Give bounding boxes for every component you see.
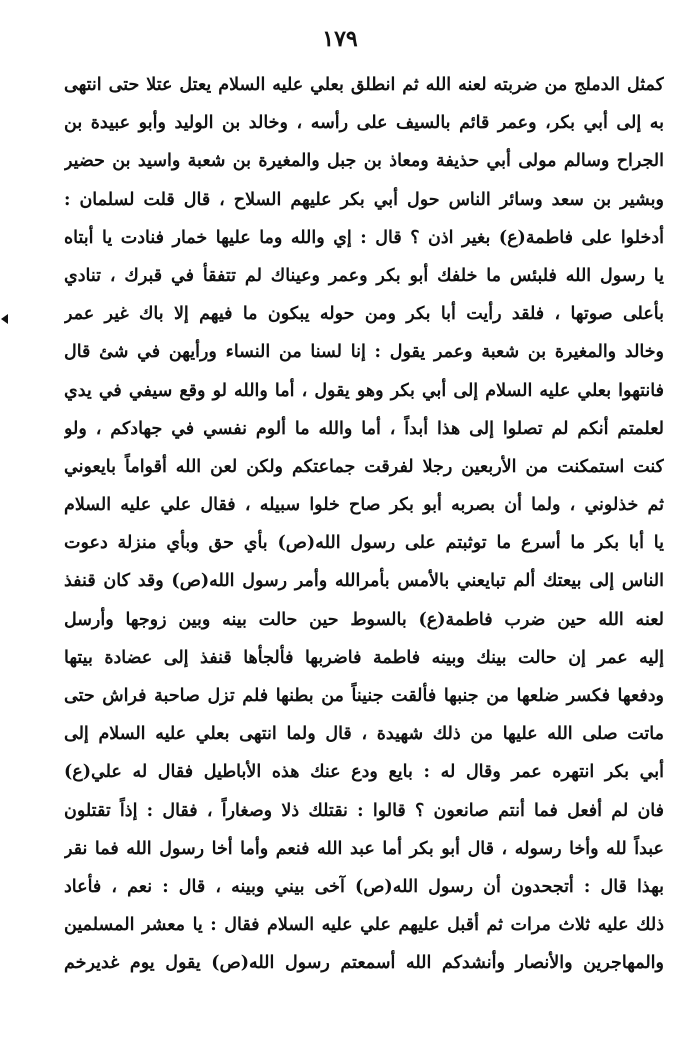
text-line: وبشير بن سعد وسائر الناس حول أبي بكر عليهم السلاح ، قال قلت لسلمان :	[64, 189, 664, 210]
text-line: ثم خذلوني ، ولما أن بصربه أبو بكر صاح خلوا سبيله ، فقال علي عليه السلام	[64, 495, 664, 516]
text-line: أبي بكر انتهره عمر وقال له : بايع ودع عنك هذه الأباطيل فقال له علي(ع)	[64, 762, 664, 783]
text-line: فانتهوا بعلي عليه السلام إلى أبي بكر وهو يقول ، أما والله لو وقع سيفي في يدي	[64, 380, 664, 401]
margin-mark	[1, 314, 8, 324]
text-line: به إلى أبي بكر، وعمر قائم بالسيف على رأسه ، وخالد بن الوليد وأبو عبيدة بن	[64, 113, 664, 134]
text-line: عبداً لله وأخا رسوله ، قال أبو بكر أما عبد الله فنعم وأما أخا رسول الله فما نقر	[64, 838, 664, 859]
text-line: يا أبا بكر ما أسرع ما توثبتم على رسول الله(ص) بأي حق وبأي منزلة دعوت	[64, 533, 664, 554]
text-line: لعلمتم أنكم لم تصلوا إلى هذا أبداً ، أما والله ما ألوم نفسي في جهادكم ، ولو	[64, 418, 664, 439]
page-number: ١٧٩	[322, 26, 358, 52]
text-line: يا رسول الله فلبئس ما خلفك أبو بكر وعمر وعيناك لم تتفقأ في قبرك ، تنادي	[64, 265, 664, 286]
text-line: بأعلى صوتها ، فلقد رأيت أبا بكر ومن حوله يبكون ما فيهم إلا باك غير عمر	[64, 304, 664, 325]
text-line: أدخلوا على فاطمة(ع) بغير اذن ؟ قال : إي والله وما عليها خمار فنادت يا أبتاه	[64, 227, 664, 248]
text-line: بهذا قال : أتجحدون أن رسول الله(ص) آخى بيني وبينه ، قال : نعم ، فأعاد	[64, 876, 664, 897]
text-line: وخالد والمغيرة بن شعبة وعمر يقول : إنا لسنا من النساء ورأيهن في شئ قال	[64, 342, 664, 363]
text-line: كنت استمكنت من الأربعين رجلا لفرقت جماعتكم ولكن لعن الله أقواماً بايعوني	[64, 456, 664, 477]
text-line: فان لم أفعل فما أنتم صانعون ؟ قالوا : نقتلك ذلا وصغاراً ، فقال : إذاً تقتلون	[64, 800, 664, 821]
text-line: لعنه الله حين ضرب فاطمة(ع) بالسوط حين حالت بينه وبين زوجها وأرسل	[64, 609, 664, 630]
text-line: كمثل الدملج من ضربته لعنه الله ثم انطلق بعلي عليه السلام يعتل عتلا حتى انتهى	[64, 75, 664, 95]
text-line: إليه عمر إن حالت بينك وبينه فاطمة فاضربها فألجأها قنفذ إلى عضادة بيتها	[64, 647, 664, 668]
body-text	[64, 66, 664, 983]
text-line: ماتت صلى الله عليها من ذلك شهيدة ، قال ولما انتهى بعلي عليه السلام إلى	[64, 724, 664, 745]
text-line: الجراح وسالم مولى أبي حذيفة ومعاذ بن جبل والمغيرة بن شعبة واسيد بن حضير	[64, 151, 664, 172]
text-line: والمهاجرين والأنصار وأنشدكم الله أسمعتم رسول الله(ص) يقول يوم غديرخم	[64, 953, 664, 974]
text-line: الناس إلى بيعتك ألم تبايعني بالأمس بأمرالله وأمر رسول الله(ص) وقد كان قنفذ	[64, 571, 664, 592]
text-line: ودفعها فكسر ضلعها من جنبها فألقت جنيناً من بطنها فلم تزل صاحبة فراش حتى	[64, 686, 664, 706]
text-line: ذلك عليه ثلاث مرات ثم أقبل عليهم علي عليه السلام فقال : يا معشر المسلمين	[64, 915, 664, 936]
